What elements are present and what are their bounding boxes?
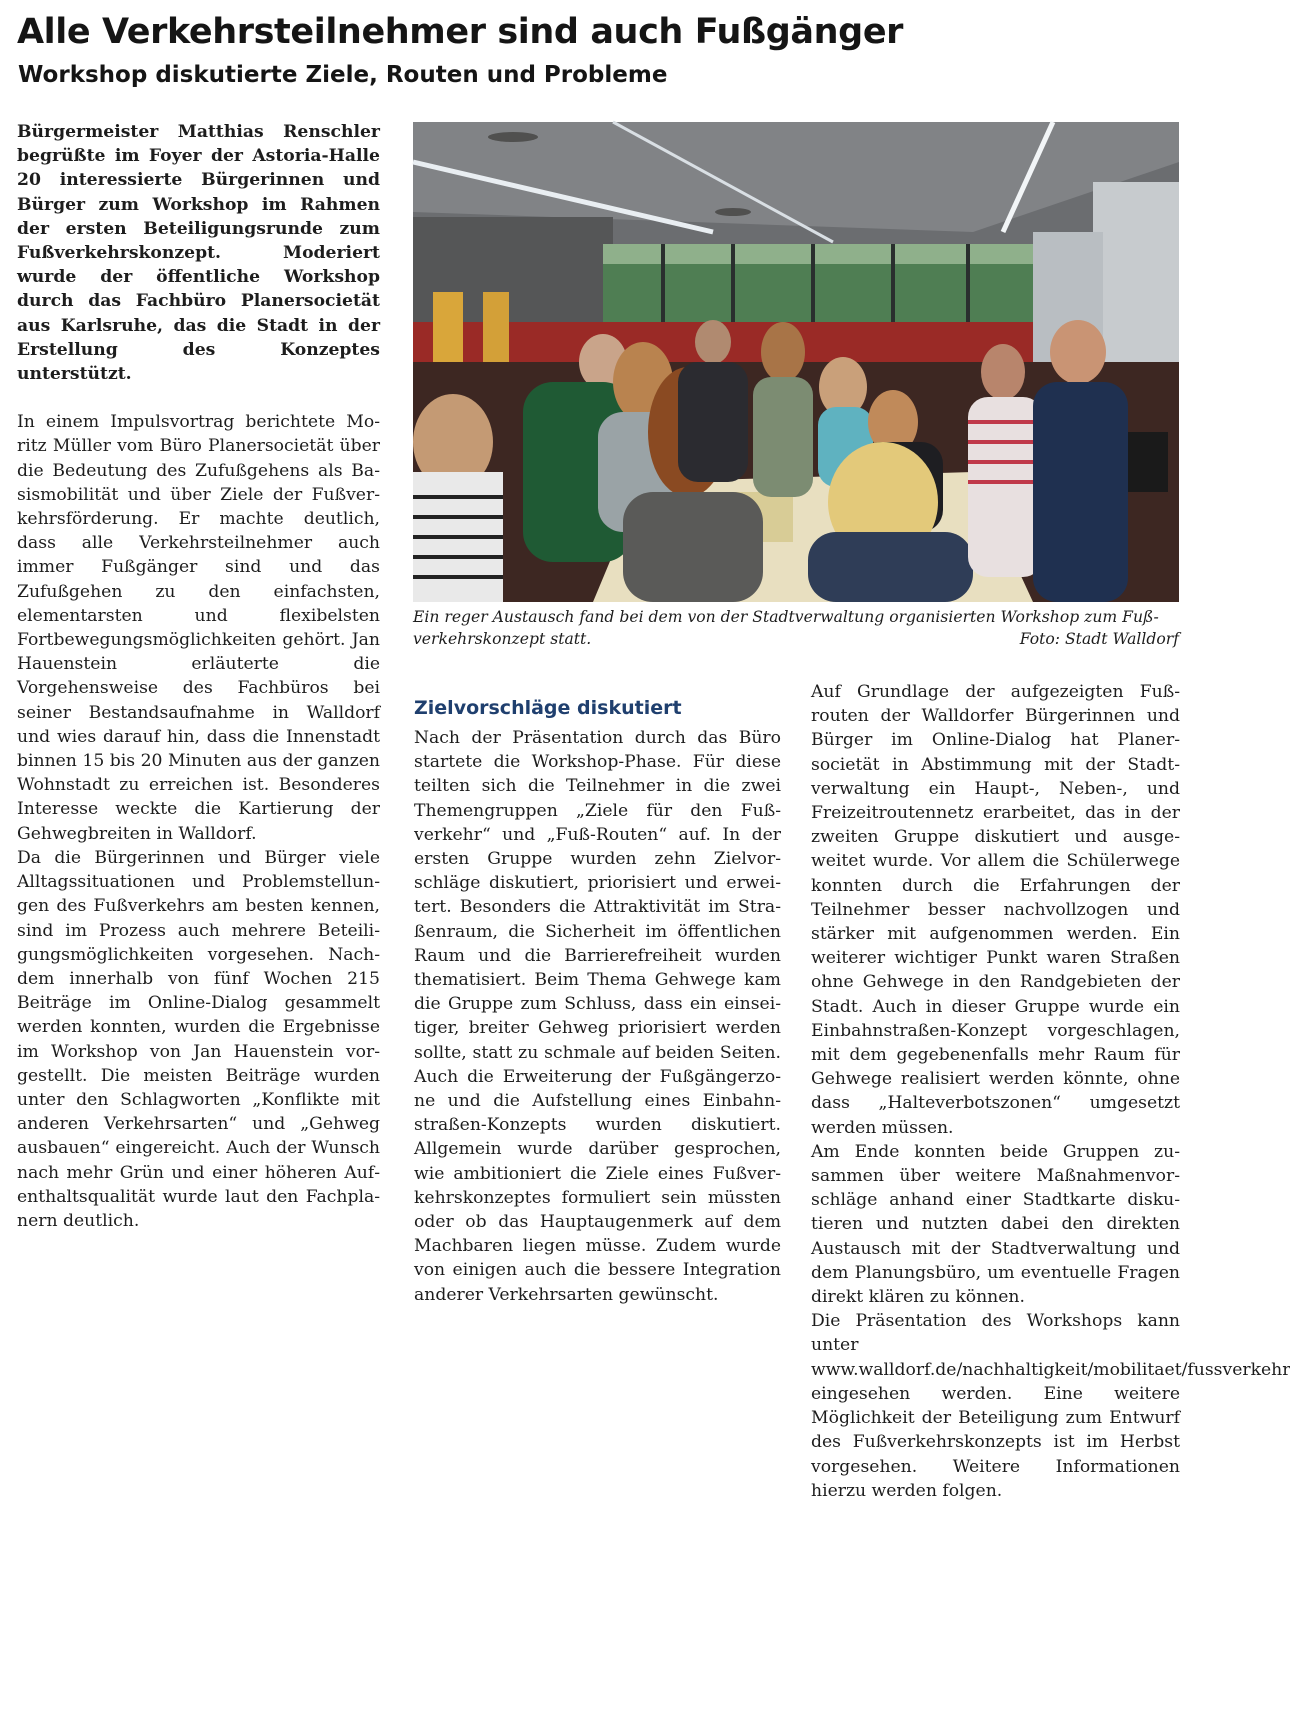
body-paragraph: In einem Impulsvortrag berichtete Moritz Müller vom Büro Planersocietät über die Bedeutung des Zufußgehens als Basismobilität und über Ziele der Fußverkehrsförderung. Er machte deutlich, dass alle Verkehrsteilnehmer auch immer Fußgänger sind und das Zufußgehen zu den einfachsten, elementarsten und flexibelsten Fortbewegungsmöglichkeiten gehört. Jan Hauenstein erläuterte die Vorgehensweise des Fachbüros bei seiner Bestandsaufnahme in Walldorf und wies darauf hin, dass die Innenstadt binnen 15 bis 20 Minuten aus der ganzen Wohnstadt zu erreichen ist. Besonderes Interesse weckte die Kartierung der Gehwegbreiten in Walldorf. [17, 412, 380, 844]
article-column-1 [17, 120, 380, 1233]
article-column-2 [414, 680, 781, 1307]
section-heading: Zielvorschläge diskutiert [414, 697, 682, 719]
lead-paragraph: Bürgermeister Matthias Renschler begrüßte im Foyer der Astoria-Halle 20 interessierte Bürgerinnen und Bürger zum Workshop im Rahmen der ersten Beteiligungsrunde zum Fußverkehrskonzept. Moderiert wurde der öffentliche Workshop durch das Fachbüro Planersocietät aus Karlsruhe, das die Stadt in der Erstellung des Konzeptes unterstützt. [17, 122, 380, 385]
body-paragraph: Am Ende konnten beide Gruppen zusammen über weitere Maßnahmenvorschläge anhand einer Stadtkarte diskutieren und nutzten dabei den direkten Austausch mit der Stadtverwaltung und dem Planungsbüro, um eventuelle Fragen direkt klären zu können. [811, 1141, 1180, 1308]
caption-text: Ein reger Austausch fand bei dem von der Stadtverwaltung organisierten Workshop zum Fußverkehrskonzept statt. [413, 608, 1159, 648]
article-subheadline: Workshop diskutierte Ziele, Routen und Probleme [18, 62, 668, 88]
article-headline: Alle Verkehrsteilnehmer sind auch Fußgänger [17, 12, 904, 52]
photo-caption [413, 606, 1179, 650]
body-paragraph: Nach der Präsentation durch das Büro startete die Workshop-Phase. Für diese teilten sich die Teilnehmer in die zwei Themengruppen „Ziele für den Fußverkehr“ und „Fuß-Routen“ auf. In der ersten Gruppe wurden zehn Zielvorschläge diskutiert, priorisiert und erweitert. Besonders die Attraktivität im Straßenraum, die Sicherheit im öffentlichen Raum und die Barrierefreiheit wurden thematisiert. Beim Thema Gehwege kam die Gruppe zum Schluss, dass ein einseitiger, breiter Gehweg priorisiert werden sollte, statt zu schmale auf beiden Seiten. Auch die Erweiterung der Fußgängerzone und die Aufstellung eines Einbahnstraßen-Konzepts wurden diskutiert. Allgemein wurde darüber gesprochen, wie ambitioniert die Ziele eines Fußverkehrskonzeptes formuliert sein müssten oder ob das Hauptaugenmerk auf dem Machbaren liegen müsse. Zudem wurde von einigen auch die bessere Integration anderer Verkehrsarten gewünscht. [414, 728, 781, 1305]
body-paragraph: Die Präsentation des Workshops kann unter www.walldorf.de/nachhaltigkeit/mobilitaet/fussverkehr eingesehen werden. Eine weitere Möglichkeit der Beteiligung zum Entwurf des Fußverkehrskonzepts ist im Herbst vorgesehen. Weitere Informationen hierzu werden folgen. [811, 1311, 1290, 1501]
photo-credit: Foto: Stadt Walldorf [1019, 630, 1179, 648]
workshop-photo [413, 122, 1179, 602]
body-paragraph: Da die Bürgerinnen und Bürger viele Alltagssituationen und Problemstellungen des Fußverkehrs am besten kennen, sind im Prozess auch mehrere Beteiligungsmöglichkeiten vorgesehen. Nachdem innerhalb von fünf Wochen 215 Beiträge im Online-Dialog gesammelt werden konnten, wurden die Ergebnisse im Workshop von Jan Hauenstein vorgestellt. Die meisten Beiträge wurden unter den Schlagworten „Konflikte mit anderen Verkehrsarten“ und „Gehweg ausbauen“ eingereicht. Auch der Wunsch nach mehr Grün und einer höheren Aufenthaltsqualität wurde laut den Fachplanern deutlich. [17, 847, 380, 1231]
article-column-3 [811, 680, 1290, 1503]
body-paragraph: Auf Grundlage der aufgezeigten Fußrouten der Walldorfer Bürgerinnen und Bürger im Online-Dialog hat Planersocietät in Abstimmung mit der Stadtverwaltung ein Haupt-, Neben-, und Freizeitroutennetz erarbeitet, das in der zweiten Gruppe diskutiert und ausgeweitet wurde. Vor allem die Schülerwege konnten durch die Erfahrungen der Teilnehmer besser nachvollzogen und stärker mit aufgenommen werden. Ein weiterer wichtiger Punkt waren Straßen ohne Gehwege in den Randgebieten der Stadt. Auch in dieser Gruppe wurde ein Einbahnstraßen-Konzept vorgeschlagen, mit dem gegebenenfalls mehr Raum für Gehwege realisiert werden könnte, ohne dass „Halteverbotszonen“ umgesetzt werden müssen. [811, 682, 1180, 1138]
